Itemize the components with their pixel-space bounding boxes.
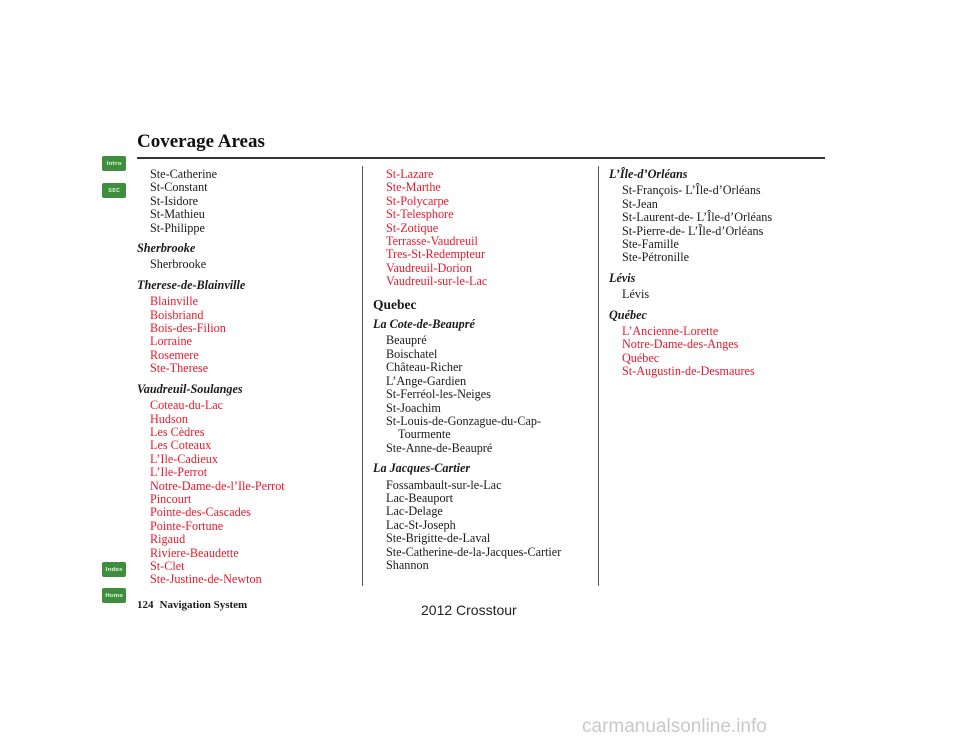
list-item: Lac-Beauport [386,490,453,505]
link-item[interactable]: L’Ile-Perrot [150,465,208,480]
link-item[interactable]: Notre-Dame-de-l’Ile-Perrot [150,478,285,493]
section-heading-cote-de-beaupre: La Cote-de-Beaupré [373,317,475,332]
link-item[interactable]: Blainville [150,294,199,309]
link-item[interactable]: Lorraine [150,334,192,349]
intro-button[interactable]: Intro [102,156,126,171]
link-item[interactable]: Rosemere [150,347,199,362]
link-item[interactable]: Ste-Justine-de-Newton [150,572,262,587]
link-item[interactable]: L’Ile-Cadieux [150,451,218,466]
section-heading-quebec: Québec [609,307,647,322]
link-item[interactable]: Les Coteaux [150,438,212,453]
link-item[interactable]: Terrasse-Vaudreuil [386,234,478,249]
link-item[interactable]: Hudson [150,411,188,426]
list-item: St-Jean [622,196,658,211]
link-item[interactable]: Pointe-Fortune [150,518,224,533]
link-item[interactable]: St-Zotique [386,220,439,235]
section-heading-levis: Lévis [609,270,636,285]
list-item: St-Mathieu [150,207,205,222]
list-item: Lac-St-Joseph [386,517,456,532]
list-item: St-Joachim [386,400,441,415]
link-item[interactable]: Rigaud [150,532,186,547]
list-item: St-Constant [150,180,208,195]
list-item: Beaupré [386,333,427,348]
page-number: 124 [137,599,154,611]
list-item: Ste-Brigitte-de-Laval [386,531,491,546]
column-1 [137,168,285,587]
list-item: St-Ferréol-les-Neiges [386,387,491,402]
page-title: Coverage Areas [137,131,265,152]
link-item[interactable]: Coteau-du-Lac [150,398,224,413]
link-item[interactable]: St-Augustin-de-Desmaures [622,364,755,379]
list-item: Lévis [622,287,650,302]
link-item[interactable]: Riviere-Beaudette [150,545,239,560]
list-item: St-Philippe [150,220,205,235]
link-item[interactable]: St-Polycarpe [386,193,449,208]
link-item[interactable]: Les Cèdres [150,424,205,439]
column-divider-1 [362,166,363,586]
list-item: Shannon [386,557,429,572]
index-button[interactable]: Index [102,562,126,577]
link-item[interactable]: Tres-St-Redempteur [386,247,486,262]
sec-button[interactable]: SEC [102,183,126,198]
list-item-continuation: Tourmente [398,427,451,442]
list-item: St-François- L’Île-d’Orléans [622,183,761,198]
list-item: Ste-Famille [622,237,679,252]
link-item[interactable]: L’Ancienne-Lorette [622,324,719,339]
title-rule [137,157,825,159]
link-item[interactable]: St-Lazare [386,167,434,181]
column-2 [373,168,561,572]
section-heading-therese: Therese-de-Blainville [137,277,246,292]
list-item: St-Isidore [150,193,199,208]
top-list [137,168,285,235]
link-item[interactable]: Québec [622,350,660,365]
section-heading-ile-d-orleans: L’Île-d’Orléans [609,167,688,181]
watermark: carmanualsonline.info [582,716,767,737]
column-divider-2 [598,166,599,586]
list-item: Château-Richer [386,360,463,375]
list-item: Lac-Delage [386,504,443,519]
section-name: Navigation System [159,599,248,611]
list-item: Boischatel [386,346,438,361]
region-heading-quebec: Quebec [373,296,417,312]
link-item[interactable]: Bois-des-Filion [150,321,226,336]
link-item[interactable]: Vaudreuil-sur-le-Lac [386,274,488,289]
list-item: Ste-Catherine-de-la-Jacques-Cartier [386,544,562,559]
link-item[interactable]: St-Telesphore [386,207,454,222]
link-item[interactable]: Notre-Dame-des-Anges [622,337,739,352]
list-item: L’Ange-Gardien [386,373,467,388]
vehicle-model: 2012 Crosstour [421,602,517,618]
home-button[interactable]: Home [102,588,126,603]
list-item: St-Laurent-de- L’Île-d’Orléans [622,210,773,225]
link-item[interactable]: Ste-Therese [150,361,209,376]
list-item: Fossambault-sur-le-Lac [386,477,502,492]
link-item[interactable]: St-Clet [150,558,185,573]
link-item[interactable]: Ste-Marthe [386,180,441,195]
link-item[interactable]: Pointe-des-Cascades [150,505,251,520]
page-footer [137,599,247,611]
section-heading-vaudreuil: Vaudreuil-Soulanges [137,381,243,396]
list-item: Sherbrooke [150,257,207,272]
list-item: St-Louis-de-Gonzague-du-Cap- [386,413,542,428]
column-3 [609,161,772,379]
section-heading-jacques-cartier: La Jacques-Cartier [373,461,471,476]
list-item: Ste-Pétronille [622,250,690,265]
list-item: Ste-Anne-de-Beaupré [386,440,493,455]
section-heading-sherbrooke: Sherbrooke [137,241,196,256]
list-item: Ste-Catherine [150,167,218,181]
link-item[interactable]: Vaudreuil-Dorion [386,260,472,275]
link-item[interactable]: Boisbriand [150,307,204,322]
link-item[interactable]: Pincourt [150,491,192,506]
list-item: St-Pierre-de- L’Île-d’Orléans [622,223,764,238]
